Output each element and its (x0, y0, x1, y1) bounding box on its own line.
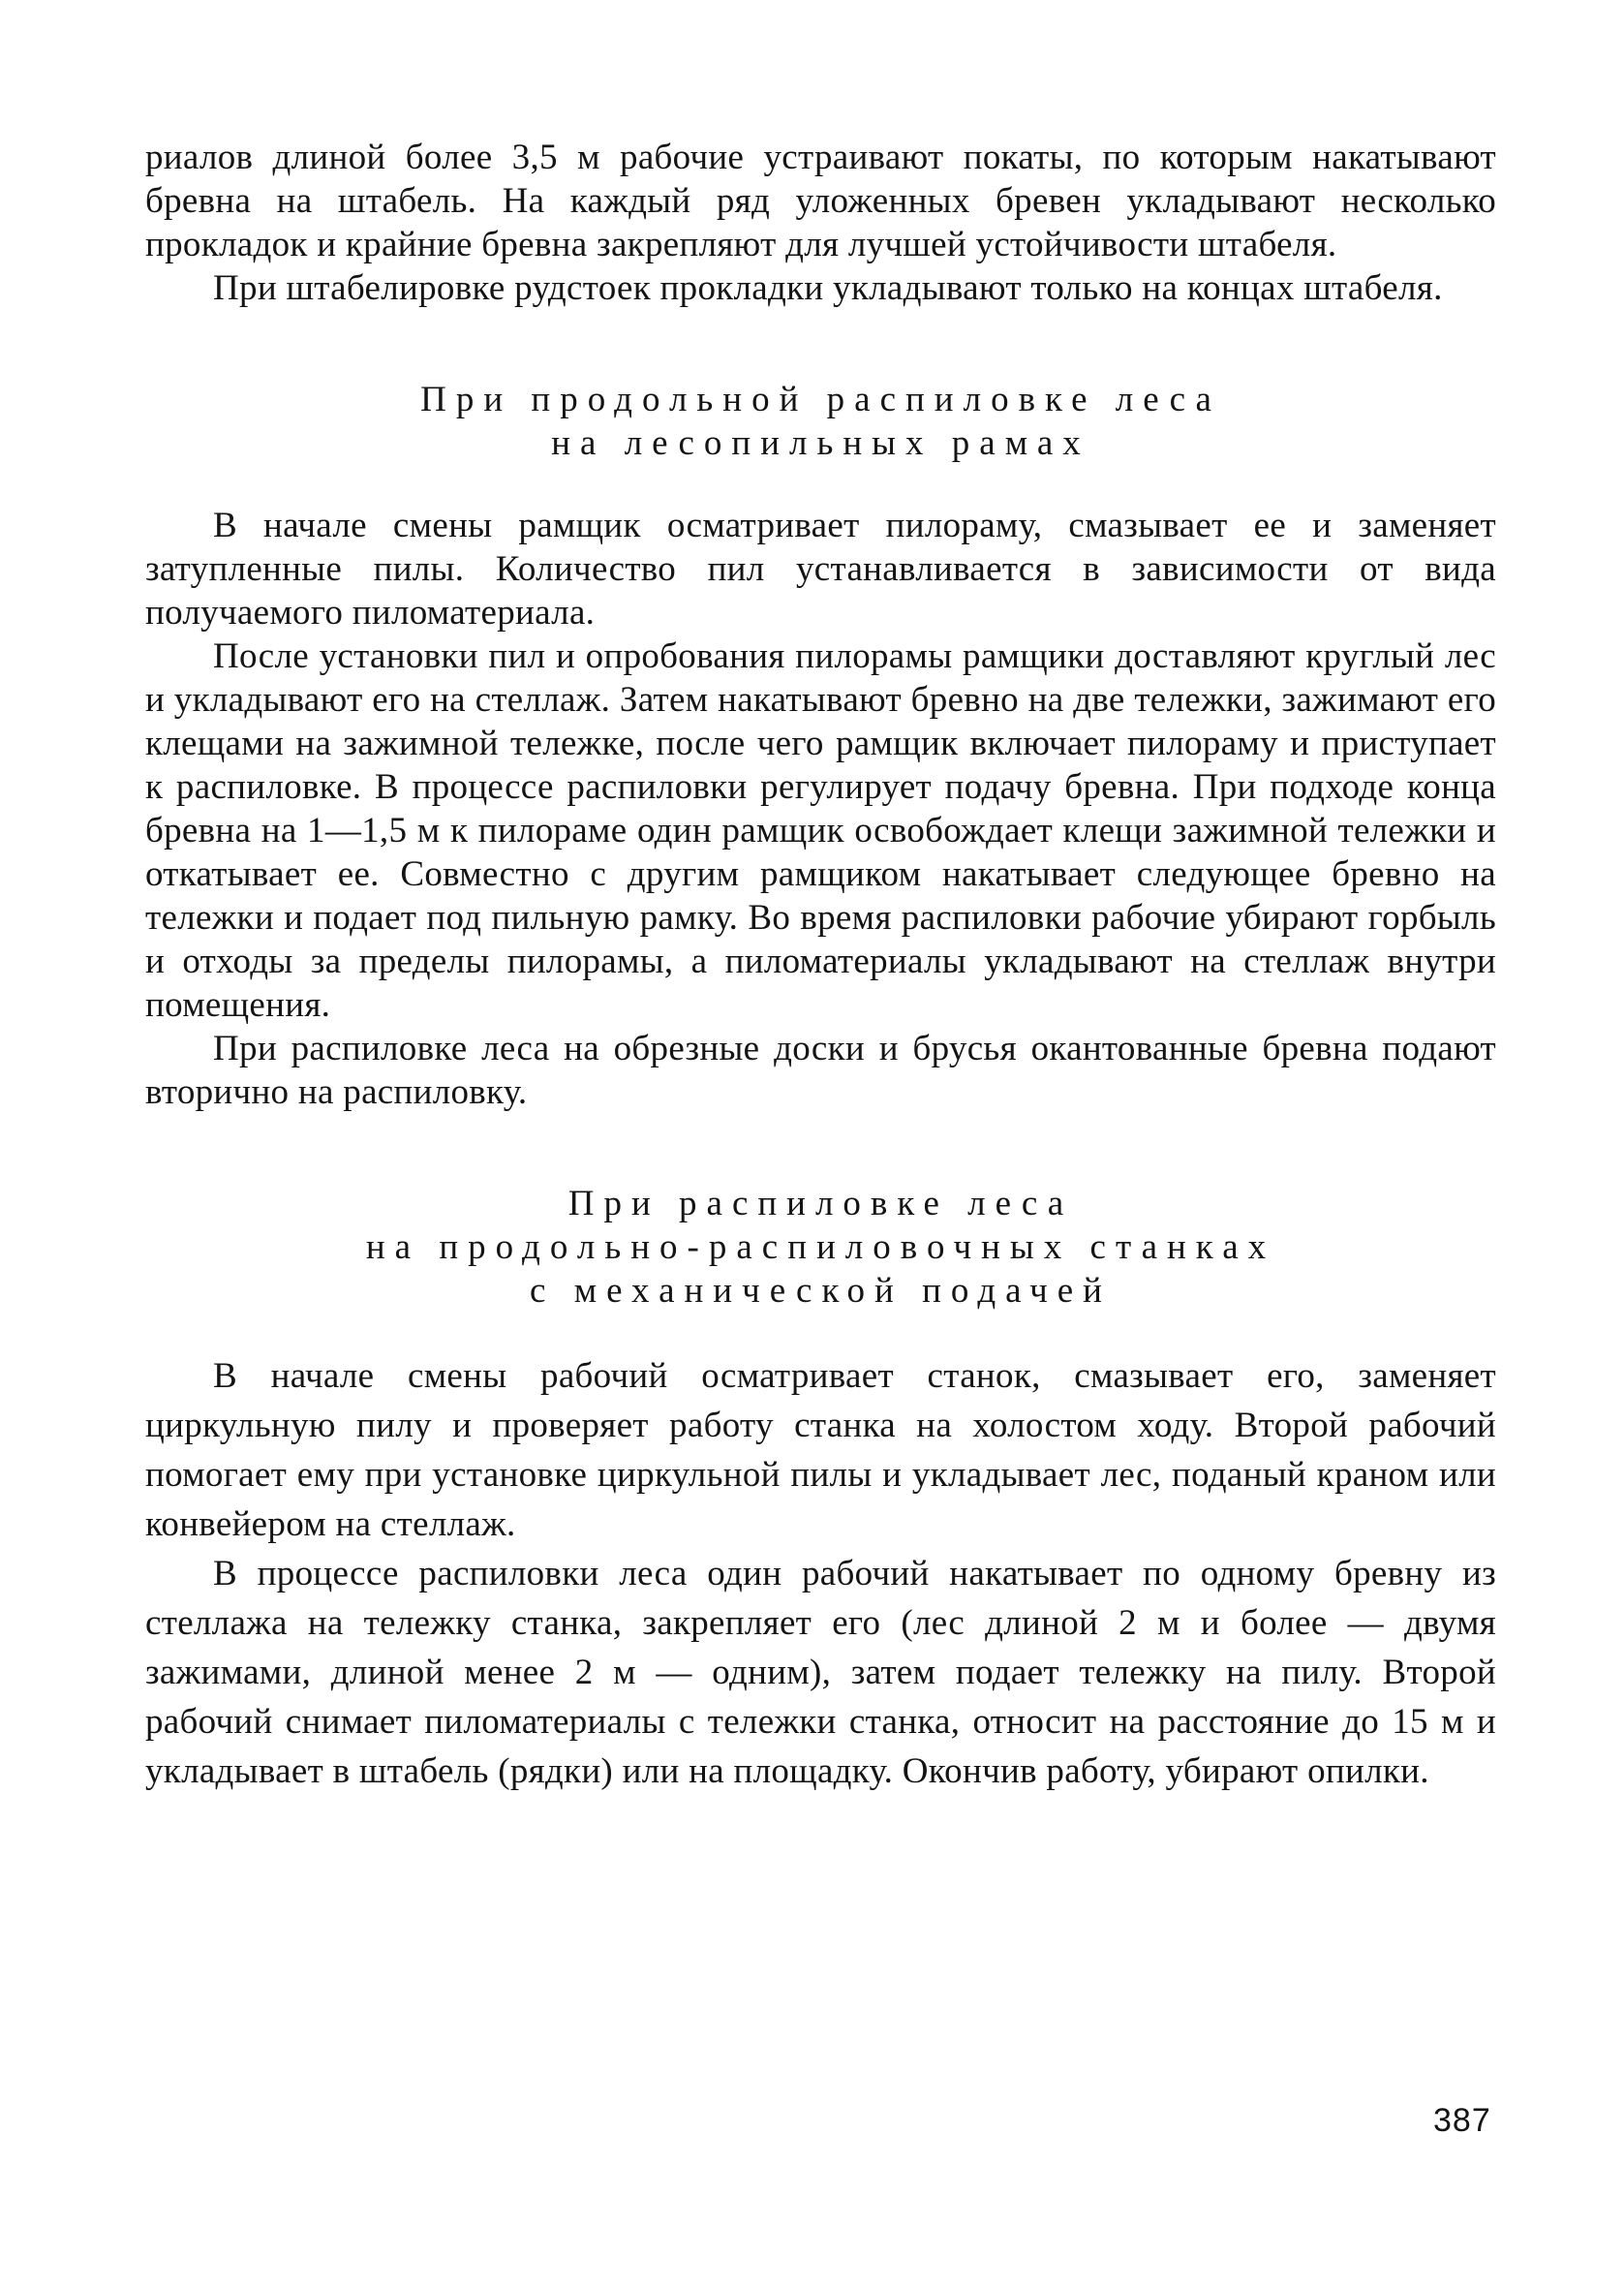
section-2-heading-line-3: с механической подачей (530, 1271, 1112, 1311)
section-2-heading (145, 1182, 1496, 1313)
section-1-paragraph-1: В начале смены рамщик осматривает пилораму, смазывает ее и заменяет затупленные пилы. Количество пил устанавливается в зависимости от вида получаемого пиломатериала. (145, 506, 1496, 633)
intro-paragraph-2: При штабелировке рудстоек прокладки укладывают только на концах штабеля. (213, 268, 1443, 308)
page-number: 387 (1433, 2102, 1491, 2139)
section-2-paragraph-1: В начале смены рабочий осматривает станок, смазывает его, заменяет циркульную пилу и проверяет работу станка на холостом ходу. Второй рабочий помогает ему при установке циркульной пилы и укладывает лес, поданый краном или конвейером на стеллаж. (145, 1356, 1496, 1544)
section-1-paragraph-2: После установки пил и опробования пилорамы рамщики доставляют круглый лес и укладывают его на стеллаж. Затем накатывают бревно на две тележки, зажимают его клещами на зажимной тележке, после чего рамщик включает пилораму и приступает к распиловке. В процессе распиловки регулирует подачу бревна. При подходе конца бревна на 1—1,5 м к пилораме один рамщик освобождает клещи зажимной тележки и откатывает ее. Совместно с другим рамщиком накатывает следующее бревно на тележки и подает под пильную рамку. Во время распиловки рабочие убирают горбыль и отходы за пределы пилорамы, а пиломатериалы укладывают на стеллаж внутри помещения. (145, 636, 1496, 1025)
section-2-heading-line-1: При распиловке леса (567, 1184, 1074, 1223)
section-1-paragraph-3: При распиловке леса на обрезные доски и брусья окантованные бревна подают вторично на распиловку. (145, 1029, 1496, 1112)
section-1-heading-line-1: При продольной распиловке леса (420, 380, 1221, 419)
section-2-heading-line-2: на продольно-распиловочных станках (365, 1227, 1276, 1267)
page-body (145, 136, 1496, 1796)
intro-paragraph-1: риалов длиной более 3,5 м рабочие устраивают покаты, по которым накатывают бревна на штабель. На каждый ряд уложенных бревен укладывают несколько прокладок и крайние бревна закрепляют для лучшей устойчивости штабеля. (145, 138, 1496, 264)
section-1-heading-line-2: на лесопильных рамах (551, 423, 1090, 463)
section-1-heading (145, 378, 1496, 465)
section-2-paragraph-2: В процессе распиловки леса один рабочий накатывает по одному бревну из стеллажа на тележку станка, закрепляет его (лес длиной 2 м и более — двумя зажимами, длиной менее 2 м — одним), затем подает тележку на пилу. Второй рабочий снимает пиломатериалы с тележки станка, относит на расстояние до 15 м и укладывает в штабель (рядки) или на площадку. Окончив работу, убирают опилки. (145, 1554, 1496, 1791)
